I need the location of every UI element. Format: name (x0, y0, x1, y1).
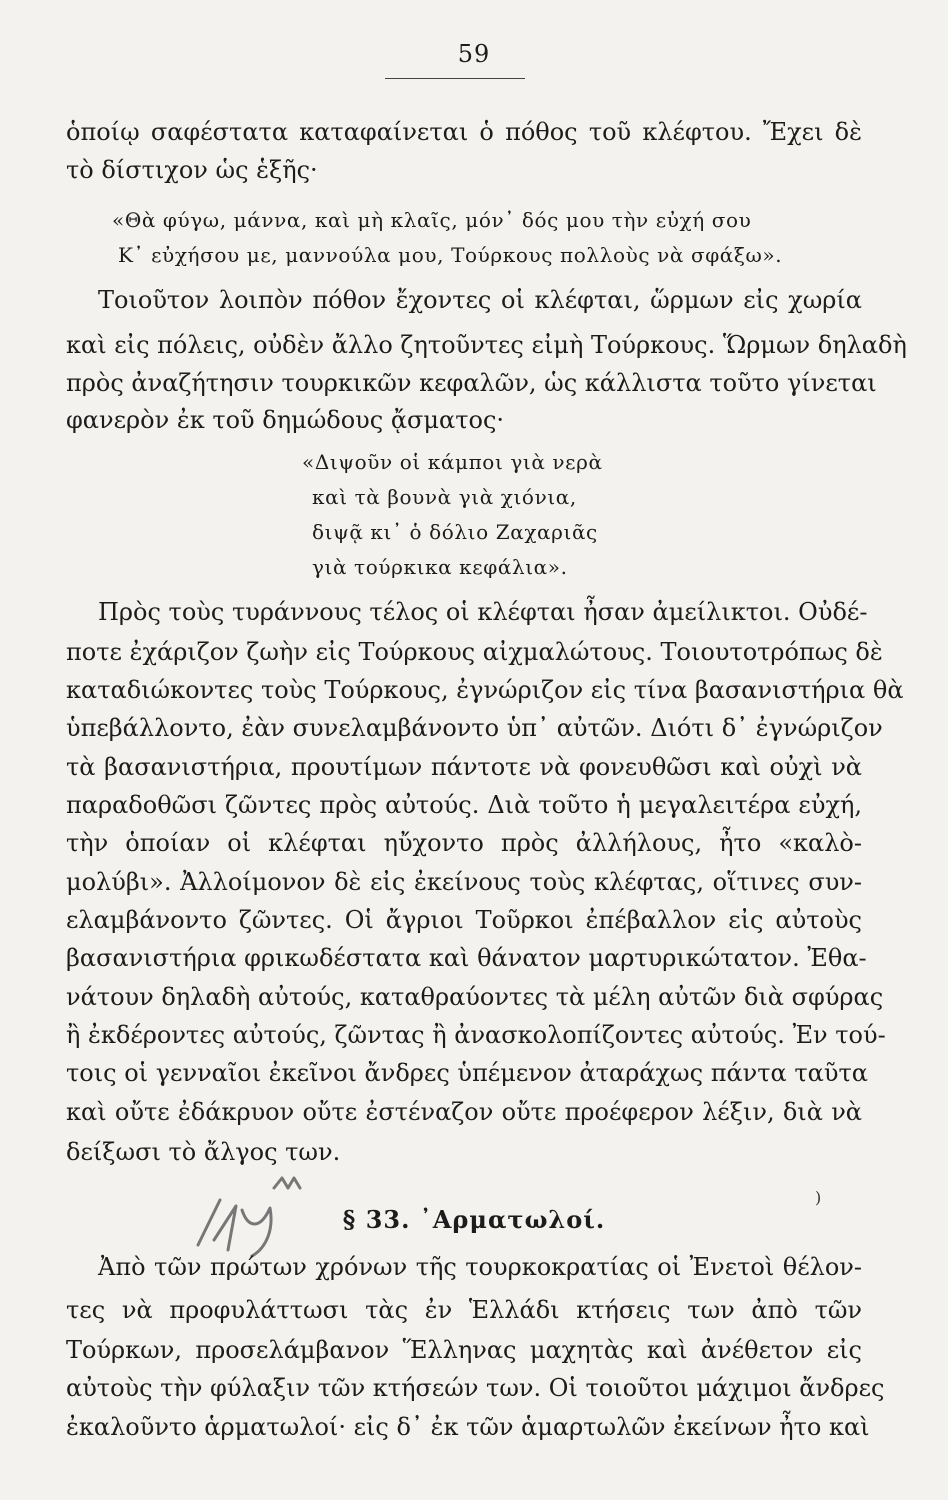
verse-line: «Θὰ φύγω, μάννα, καὶ μὴ κλαῖς, μόν᾽ δός μου τὴν εὐχή σου (112, 208, 752, 232)
text-line: καὶ οὔτε ἐδάκρυον οὔτε ἐστέναζον οὔτε προέφερον λέξιν, διὰ νὰ (66, 1098, 862, 1126)
text-line: τὴν ὁποίαν οἱ κλέφται ηὔχοντο πρὸς ἀλλήλους, ἦτο «καλὸ- (66, 829, 862, 857)
text-line: καταδιώκοντες τοὺς Τούρκους, ἐγνώριζον εἰς τίνα βασανιστήρια θὰ (66, 676, 904, 704)
text-line: φανερὸν ἐκ τοῦ δημώδους ᾄσματος· (66, 406, 505, 434)
text-line: βασανιστήρια φρικωδέστατα καὶ θάνατον μαρτυρικώτατον. Ἐθα- (66, 944, 867, 972)
text-line: Τοιοῦτον λοιπὸν πόθον ἔχοντες οἱ κλέφται, ὥρμων εἰς χωρία (98, 286, 862, 314)
stray-mark: ) (815, 1188, 822, 1207)
verse-line: διψᾷ κι᾽ ὁ δόλιο Ζαχαριᾶς (312, 520, 598, 544)
text-line: αὐτοὺς τὴν φύλαξιν τῶν κτήσεών των. Οἱ τοιοῦτοι μάχιμοι ἄνδρες (66, 1374, 885, 1402)
verse-line: καὶ τὰ βουνὰ γιὰ χιόνια, (312, 485, 577, 509)
section-heading: § 33. ᾿Αρματωλοί. (342, 1205, 606, 1234)
verse-line: γιὰ τούρκικα κεφάλια». (312, 555, 568, 579)
text-line: νάτουν δηλαδὴ αὐτούς, καταθραύοντες τὰ μέλη αὐτῶν διὰ σφύρας (66, 983, 884, 1011)
verse-line: Κ᾽ εὐχήσου με, μαννούλα μου, Τούρκους πολλοὺς νὰ σφάξω». (118, 243, 783, 267)
text-line: Ἀπὸ τῶν πρώτων χρόνων τῆς τουρκοκρατίας οἱ Ἐνετοὶ θέλον- (98, 1253, 862, 1281)
header-rule (385, 78, 525, 79)
page-number: 59 (457, 40, 491, 68)
text-line: Πρὸς τοὺς τυράννους τέλος οἱ κλέφται ἦσαν ἀμείλικτοι. Οὐδέ- (98, 598, 868, 626)
verse-line: «Διψοῦν οἱ κάμποι γιὰ νερὰ (302, 450, 603, 474)
text-line: καὶ εἰς πόλεις, οὐδὲν ἄλλο ζητοῦντες εἰμὴ Τούρκους. Ὥρμων δηλαδὴ (66, 331, 907, 359)
text-line: παραδοθῶσι ζῶντες πρὸς αὐτούς. Διὰ τοῦτο ἡ μεγαλειτέρα εὐχή, (66, 791, 862, 819)
text-line: τες νὰ προφυλάττωσι τὰς ἐν Ἑλλάδι κτήσεις των ἀπὸ τῶν (66, 1296, 862, 1324)
text-line: μολύβι». Ἀλλοίμονον δὲ εἰς ἐκείνους τοὺς κλέφτας, οἵτινες συν- (66, 868, 862, 896)
text-line: πρὸς ἀναζήτησιν τουρκικῶν κεφαλῶν, ὡς κάλλιστα τοῦτο γίνεται (66, 369, 877, 397)
text-line: τοις οἱ γενναῖοι ἐκεῖνοι ἄνδρες ὑπέμενον ἀταράχως πάντα ταῦτα (66, 1059, 868, 1087)
text-line: ἢ ἐκδέροντες αὐτούς, ζῶντας ἢ ἀνασκολοπίζοντες αὐτούς. Ἐν τού- (66, 1021, 886, 1049)
text-line: ἐκαλοῦντο ἁρματωλοί· εἰς δ᾽ ἐκ τῶν ἁμαρτωλῶν ἐκείνων ἦτο καὶ (66, 1413, 870, 1441)
text-line: τὰ βασανιστήρια, προυτίμων πάντοτε νὰ φονευθῶσι καὶ οὐχὶ νὰ (66, 753, 862, 781)
text-line: τὸ δίστιχον ὡς ἑξῆς· (66, 156, 318, 184)
text-line: Τούρκων, προσελάμβανον Ἕλληνας μαχητὰς καὶ ἀνέθετον εἰς (66, 1336, 862, 1364)
text-line: ὁποίῳ σαφέστατα καταφαίνεται ὁ πόθος τοῦ κλέφτου. Ἔχει δὲ (66, 118, 862, 146)
text-line: ὑπεβάλλοντο, ἐὰν συνελαμβάνοντο ὑπ᾽ αὐτῶν. Διότι δ᾽ ἐγνώριζον (66, 714, 883, 742)
text-line: δείξωσι τὸ ἄλγος των. (66, 1138, 341, 1166)
text-line: ποτε ἐχάριζον ζωὴν εἰς Τούρκους αἰχμαλώτους. Τοιουτοτρόπως δὲ (66, 638, 883, 666)
text-line: ελαμβάνοντο ζῶντες. Οἱ ἄγριοι Τοῦρκοι ἐπέβαλλον εἰς αὐτοὺς (66, 906, 862, 934)
